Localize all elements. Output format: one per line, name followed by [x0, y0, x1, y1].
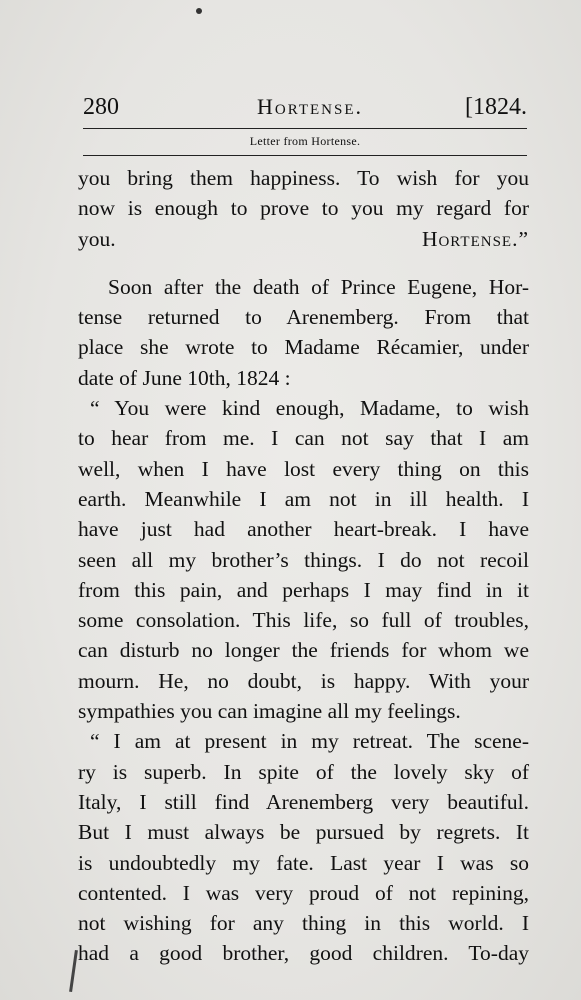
text-line: is undoubtedly my fate. Last year I was so: [78, 850, 529, 875]
text-line: ry is superb. In spite of the lovely sky of: [78, 759, 529, 784]
text-line: “ I am at present in my retreat. The scene-: [90, 729, 529, 754]
text-line: seen all my brother’s things. I do not recoil: [78, 547, 529, 572]
text-line: you bring them happiness. To wish for you: [78, 166, 529, 190]
signature: Hortense.”: [421, 226, 529, 251]
text-line: Italy, I still find Arenemberg very beautiful.: [78, 789, 529, 814]
header-rule-top: [83, 128, 527, 129]
pencil-mark: [69, 950, 78, 992]
page-number: 280: [83, 94, 119, 120]
text-line: had a good brother, good children. To-day: [78, 941, 529, 966]
paragraph-gap: [78, 254, 529, 272]
section-subheader: Letter from Hortense.: [249, 134, 361, 148]
text-line: well, when I have lost every thing on this: [78, 456, 529, 481]
year-marker: [1824.: [465, 94, 527, 120]
text-line: have just had another heart-break. I have: [78, 517, 529, 542]
text-line: date of June 10th, 1824 :: [78, 365, 291, 390]
text-line: [78, 224, 529, 254]
text-line: earth. Meanwhile I am not in ill health. I: [78, 486, 529, 511]
text-line: contented. I was very proud of not repining,: [78, 880, 529, 905]
text-line-start: you.: [78, 226, 116, 251]
ink-speck: [196, 8, 202, 14]
page-header: [83, 92, 527, 126]
text-line: now is enough to prove to you my regard for: [78, 196, 529, 221]
text-line: from this pain, and perhaps I may find in it: [78, 577, 529, 602]
text-line: sympathies you can imagine all my feelings.: [78, 699, 461, 724]
text-line: “ You were kind enough, Madame, to wish: [90, 396, 529, 421]
text-line: tense returned to Arenemberg. From that: [78, 305, 529, 330]
body-text: [78, 163, 529, 969]
text-line: But I must always be pursued by regrets. It: [78, 820, 529, 845]
text-line: place she wrote to Madame Récamier, under: [78, 335, 529, 360]
text-line: some consolation. This life, so full of troubles,: [78, 608, 529, 633]
running-title: Hortense.: [257, 94, 363, 119]
text-line: not wishing for any thing in this world. I: [78, 911, 529, 936]
text-line: can disturb no longer the friends for whom we: [78, 638, 529, 663]
text-line: mourn. He, no doubt, is happy. With your: [78, 668, 529, 693]
header-rule-bottom: [83, 155, 527, 156]
text-line: to hear from me. I can not say that I am: [78, 426, 529, 451]
text-line: Soon after the death of Prince Eugene, Hor-: [108, 274, 529, 299]
